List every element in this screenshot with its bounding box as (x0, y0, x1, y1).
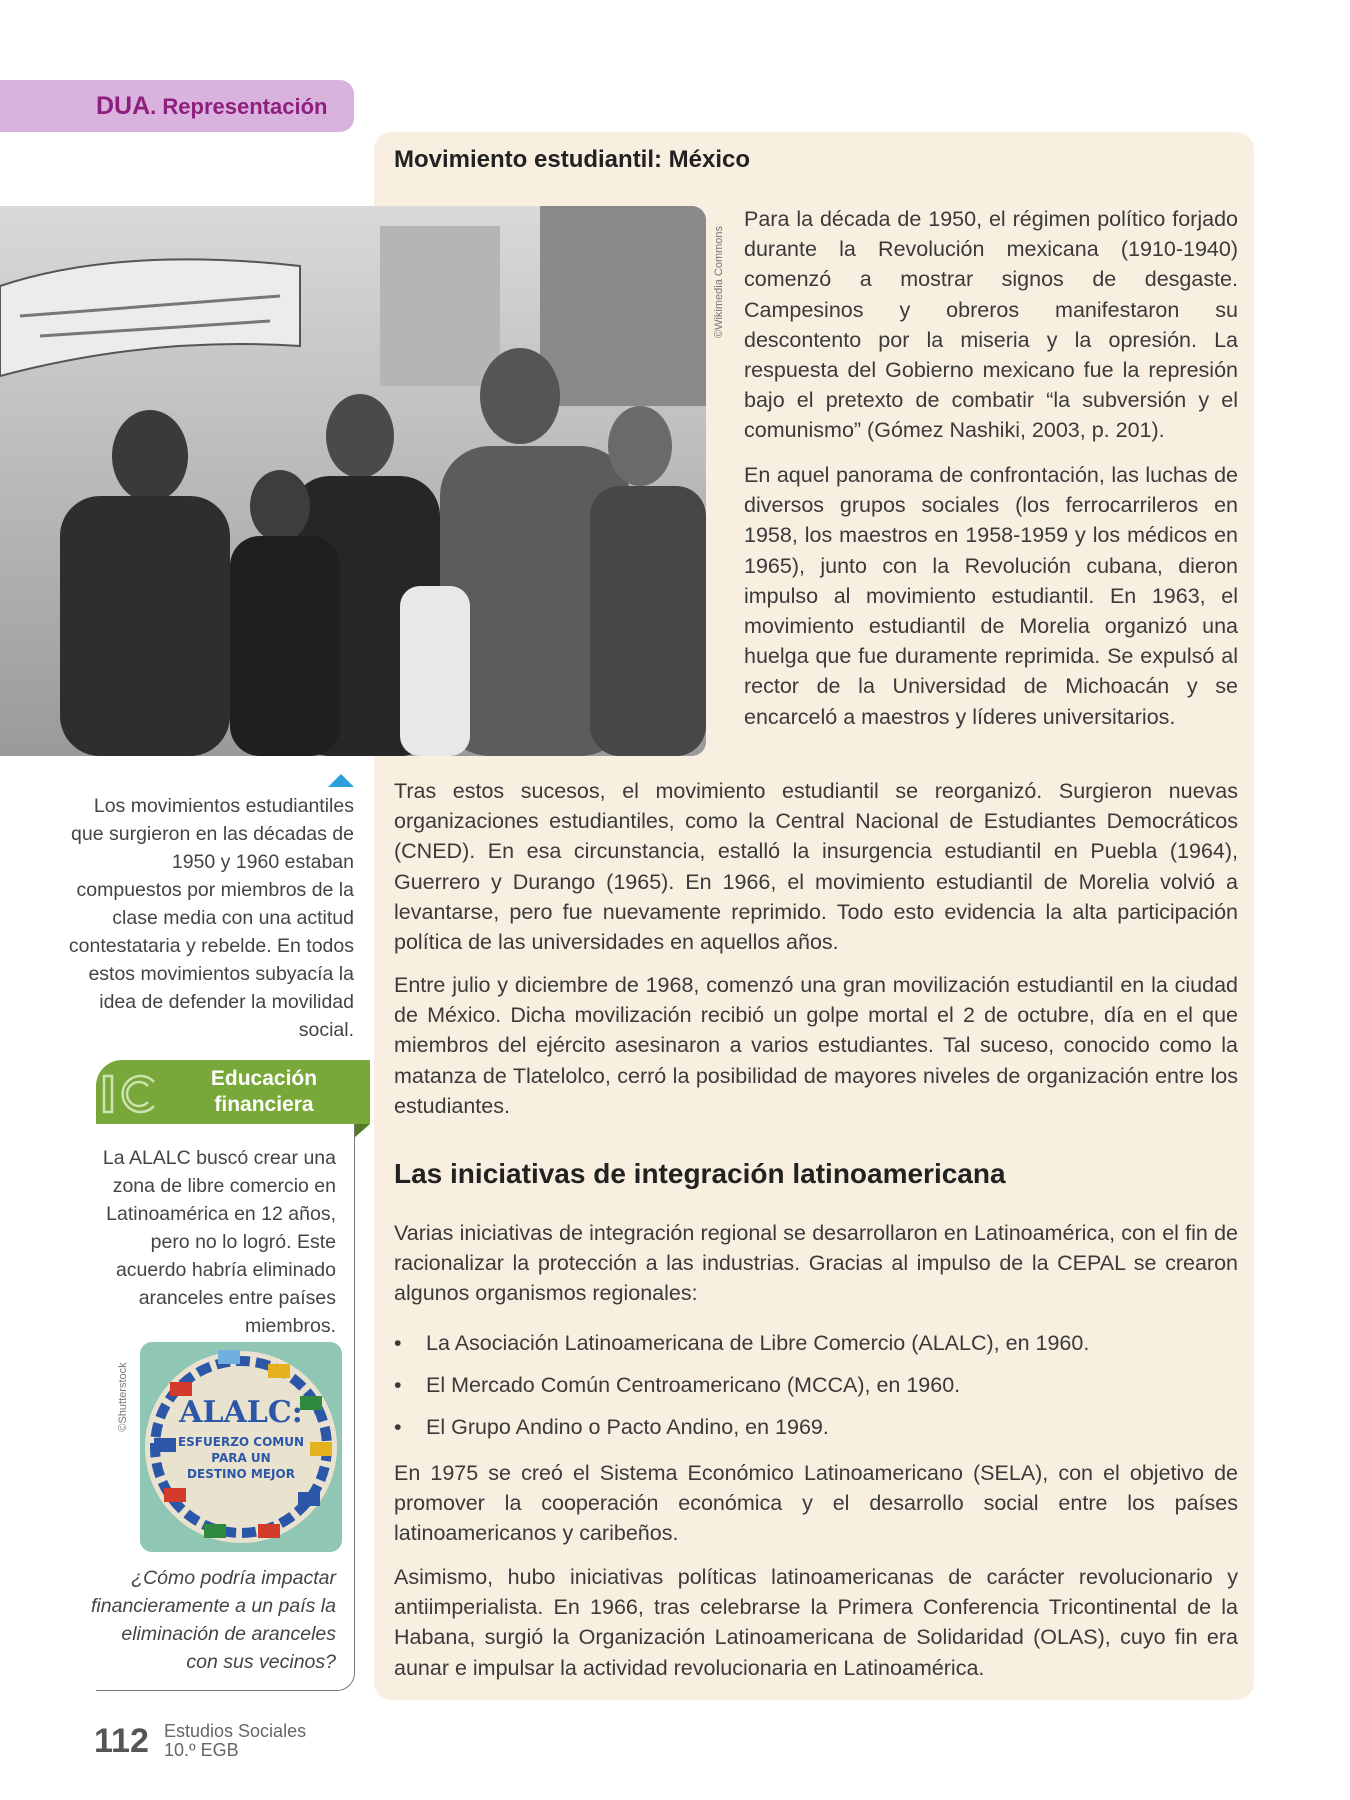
paragraph-2: En aquel panorama de confrontación, las luchas de diversos grupos sociales (los ferrocarrileros en 1958, los maestros en 1958-1959 y los médicos en 1965), junto con la Revolución cubana, dieron impulso al movimiento estudiantil. En 1963, el movimiento estudiantil de Morelia organizó una huelga que fue duramente reprimida. Se expulsó al rector de la Universidad de Michoacán y se encarceló a maestros y líderes universitarios. (744, 463, 1238, 729)
image-credit: ©Shutterstock (117, 1362, 129, 1432)
financial-education-text: La ALALC buscó crear una zona de libre comercio en Latinoamérica en 12 años, pero no lo logró. Este acuerdo habría eliminado aranceles entre países miembros. (102, 1147, 336, 1337)
paragraph-1: Para la década de 1950, el régimen político forjado durante la Revolución mexicana (1910-1940) comenzó a mostrar signos de desgaste. Campesinos y obreros manifestaron su descontento por la miseria y la opresión. La respuesta del Gobierno mexicano fue la represión bajo el pretexto de combatir “la subversión y el comunismo” (Gómez Nashiki, 2003, p. 201). (744, 207, 1238, 443)
ic-logo-icon (100, 1072, 160, 1116)
caret-up-icon (328, 774, 354, 787)
paragraph-4: Entre julio y diciembre de 1968, comenzó una gran movilización estudiantil en la ciudad de México. Dicha movilización recibió un golpe mortal el 2 de octubre, día en el que miembros del ejército asesinaron a varios estudiantes. Tal suceso, conocido como la matanza de Tlatelolco, cerró la posibilidad de mayores niveles de organización entre los estudiantes. (394, 973, 1238, 1118)
paragraph-sela: En 1975 se creó el Sistema Económico Latinoamericano (SELA), con el objetivo de promover la cooperación económica y el desarrollo social entre los países latinoamericanos y caribeños. (394, 1461, 1238, 1546)
list-item: • El Grupo Andino o Pacto Andino, en 1969. (394, 1415, 829, 1439)
dua-header-label: DUA. Representación (96, 92, 328, 120)
list-item: • La Asociación Latinoamericana de Libre Comercio (ALALC), en 1960. (394, 1331, 1090, 1355)
book-subject: Estudios Sociales (164, 1721, 307, 1741)
financial-question: ¿Cómo podría impactar financieramente a un país la eliminación de aranceles con sus vecinos? (91, 1567, 336, 1673)
financial-education-title: Educación financiera (210, 1067, 318, 1116)
header-fold (354, 1124, 370, 1138)
badge-line-2: ESFUERZO COMUN (177, 1435, 305, 1449)
alalc-badge-image (140, 1342, 342, 1552)
section-title: Movimiento estudiantil: México (394, 146, 751, 173)
book-grade: 10.º EGB (164, 1740, 239, 1760)
protest-photo (0, 206, 706, 756)
paragraph-3: Tras estos sucesos, el movimiento estudiantil se reorganizó. Surgieron nuevas organizaciones estudiantiles, como la Central Nacional de Estudiantes Democráticos (CNED). En esa circunstancia, estalló la insurgencia estudiantil en Puebla (1964), Guerrero y Durango (1965). En 1966, el movimiento estudiantil de Morelia volvió a levantarse, pero fue nuevamente reprimido. Todo esto evidencia la alta participación política de las universidades en aquellos años. (394, 779, 1238, 955)
sidebar-note: Los movimientos estudiantiles que surgieron en las décadas de 1950 y 1960 estaban compuestos por miembros de la clase media con una actitud contestataria y rebelde. En todos estos movimientos subyacía la idea de defender la movilidad social. (68, 795, 354, 1041)
section2-intro: Varias iniciativas de integración regional se desarrollaron en Latinoamérica, con el fin de racionalizar la protección a las industrias. Gracias al impulso de la CEPAL se crearon algunos organismos regionales: (394, 1221, 1238, 1306)
section2-title: Las iniciativas de integración latinoamericana (394, 1158, 1006, 1189)
page-number: 112 (94, 1722, 149, 1760)
badge-line-3: PARA UN (211, 1451, 271, 1465)
paragraph-olas: Asimismo, hubo iniciativas políticas latinoamericanas de carácter revolucionario y antiimperialista. En 1966, tras celebrarse la Primera Conferencia Tricontinental de la Habana, surgió la Organización Latinoamericana de Solidaridad (OLAS), cuyo fin era aunar e impulsar la actividad revolucionaria en Latinoamérica. (394, 1565, 1238, 1680)
badge-line-1: ALALC: (179, 1395, 303, 1430)
badge-line-4: DESTINO MEJOR (187, 1467, 295, 1481)
book-info (164, 1722, 306, 1760)
list-item: • El Mercado Común Centroamericano (MCCA), en 1960. (394, 1373, 961, 1397)
photo-credit: ©Wikimedia Commons (713, 225, 725, 339)
